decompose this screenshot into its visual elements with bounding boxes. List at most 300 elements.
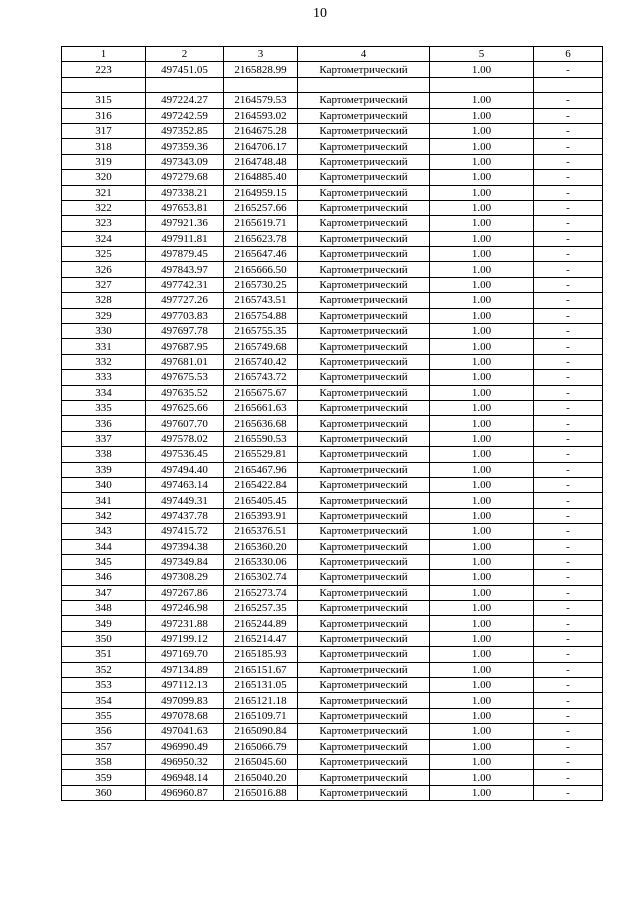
table-row [62, 601, 603, 616]
note-cell: - [534, 616, 603, 631]
y-coordinate-cell: 2165675.67 [224, 385, 298, 400]
x-coordinate-cell: 497352.85 [146, 123, 224, 138]
y-coordinate-cell: 2165755.35 [224, 324, 298, 339]
method-cell: Картометрический [298, 262, 430, 277]
x-coordinate-cell: 497169.70 [146, 647, 224, 662]
note-cell: - [534, 400, 603, 415]
point-number-cell: 337 [62, 431, 146, 446]
y-coordinate-cell: 2165244.89 [224, 616, 298, 631]
point-number-cell: 346 [62, 570, 146, 585]
method-cell: Картометрический [298, 370, 430, 385]
y-coordinate-cell: 2165828.99 [224, 62, 298, 77]
accuracy-cell: 1.00 [430, 262, 534, 277]
x-coordinate-cell: 497578.02 [146, 431, 224, 446]
x-coordinate-cell: 497349.84 [146, 554, 224, 569]
point-number-cell: 348 [62, 601, 146, 616]
note-cell: - [534, 308, 603, 323]
x-coordinate-cell: 497224.27 [146, 93, 224, 108]
accuracy-cell: 1.00 [430, 539, 534, 554]
point-number-cell: 334 [62, 385, 146, 400]
point-number-cell: 321 [62, 185, 146, 200]
method-cell: Картометрический [298, 185, 430, 200]
y-coordinate-cell: 2165151.67 [224, 662, 298, 677]
method-cell: Картометрический [298, 616, 430, 631]
method-cell: Картометрический [298, 631, 430, 646]
table-row [62, 431, 603, 446]
y-coordinate-cell: 2165754.88 [224, 308, 298, 323]
note-cell: - [534, 708, 603, 723]
x-coordinate-cell: 496960.87 [146, 785, 224, 800]
column-header: 5 [430, 47, 534, 62]
table-row [62, 708, 603, 723]
x-coordinate-cell: 497394.38 [146, 539, 224, 554]
y-coordinate-cell: 2165467.96 [224, 462, 298, 477]
x-coordinate-cell: 496990.49 [146, 739, 224, 754]
method-cell: Картометрический [298, 601, 430, 616]
table-row [62, 416, 603, 431]
point-number-cell: 344 [62, 539, 146, 554]
accuracy-cell: 1.00 [430, 785, 534, 800]
table-row [62, 539, 603, 554]
y-coordinate-cell: 2165376.51 [224, 524, 298, 539]
y-coordinate-cell: 2165623.78 [224, 231, 298, 246]
x-coordinate-cell: 497359.36 [146, 139, 224, 154]
accuracy-cell: 1.00 [430, 462, 534, 477]
accuracy-cell: 1.00 [430, 400, 534, 415]
method-cell: Картометрический [298, 693, 430, 708]
x-coordinate-cell: 497653.81 [146, 200, 224, 215]
x-coordinate-cell: 497635.52 [146, 385, 224, 400]
x-coordinate-cell: 497415.72 [146, 524, 224, 539]
point-number-cell: 319 [62, 154, 146, 169]
table-row [62, 123, 603, 138]
method-cell: Картометрический [298, 554, 430, 569]
point-number-cell: 360 [62, 785, 146, 800]
accuracy-cell: 1.00 [430, 354, 534, 369]
point-number-cell: 330 [62, 324, 146, 339]
y-coordinate-cell: 2165636.68 [224, 416, 298, 431]
point-number-cell: 316 [62, 108, 146, 123]
accuracy-cell: 1.00 [430, 447, 534, 462]
note-cell: - [534, 385, 603, 400]
table-row [62, 554, 603, 569]
table-row [62, 462, 603, 477]
y-coordinate-cell: 2165302.74 [224, 570, 298, 585]
note-cell: - [534, 416, 603, 431]
point-number-cell: 345 [62, 554, 146, 569]
point-number-cell: 323 [62, 216, 146, 231]
note-cell: - [534, 447, 603, 462]
y-coordinate-cell: 2165422.84 [224, 477, 298, 492]
method-cell: Картометрический [298, 123, 430, 138]
x-coordinate-cell: 497338.21 [146, 185, 224, 200]
method-cell: Картометрический [298, 708, 430, 723]
y-coordinate-cell: 2165090.84 [224, 724, 298, 739]
method-cell: Картометрический [298, 724, 430, 739]
y-coordinate-cell [224, 77, 298, 92]
note-cell: - [534, 277, 603, 292]
point-number-cell: 357 [62, 739, 146, 754]
table-row [62, 231, 603, 246]
point-number-cell: 336 [62, 416, 146, 431]
x-coordinate-cell: 497742.31 [146, 277, 224, 292]
note-cell: - [534, 339, 603, 354]
accuracy-cell: 1.00 [430, 108, 534, 123]
y-coordinate-cell: 2164748.48 [224, 154, 298, 169]
x-coordinate-cell: 497246.98 [146, 601, 224, 616]
point-number-cell: 315 [62, 93, 146, 108]
accuracy-cell: 1.00 [430, 185, 534, 200]
point-number-cell: 338 [62, 447, 146, 462]
note-cell: - [534, 739, 603, 754]
method-cell: Картометрический [298, 785, 430, 800]
method-cell: Картометрический [298, 477, 430, 492]
table-row [62, 647, 603, 662]
accuracy-cell: 1.00 [430, 154, 534, 169]
column-header: 4 [298, 47, 430, 62]
y-coordinate-cell: 2165109.71 [224, 708, 298, 723]
y-coordinate-cell: 2165743.72 [224, 370, 298, 385]
note-cell [534, 77, 603, 92]
x-coordinate-cell: 497697.78 [146, 324, 224, 339]
note-cell: - [534, 247, 603, 262]
method-cell: Картометрический [298, 277, 430, 292]
table-row [62, 262, 603, 277]
point-number-cell: 352 [62, 662, 146, 677]
page-number: 10 [313, 6, 327, 21]
x-coordinate-cell: 497078.68 [146, 708, 224, 723]
method-cell: Картометрический [298, 293, 430, 308]
method-cell: Картометрический [298, 62, 430, 77]
table-row [62, 108, 603, 123]
x-coordinate-cell: 497199.12 [146, 631, 224, 646]
table-row [62, 524, 603, 539]
note-cell: - [534, 154, 603, 169]
accuracy-cell: 1.00 [430, 277, 534, 292]
y-coordinate-cell: 2165661.63 [224, 400, 298, 415]
coordinates-table-body [62, 47, 603, 801]
x-coordinate-cell: 497843.97 [146, 262, 224, 277]
x-coordinate-cell: 497343.09 [146, 154, 224, 169]
point-number-cell: 325 [62, 247, 146, 262]
table-row [62, 585, 603, 600]
accuracy-cell: 1.00 [430, 739, 534, 754]
note-cell: - [534, 62, 603, 77]
method-cell: Картометрический [298, 431, 430, 446]
x-coordinate-cell: 497437.78 [146, 508, 224, 523]
table-row [62, 308, 603, 323]
accuracy-cell: 1.00 [430, 662, 534, 677]
y-coordinate-cell: 2164593.02 [224, 108, 298, 123]
accuracy-cell: 1.00 [430, 231, 534, 246]
note-cell: - [534, 662, 603, 677]
y-coordinate-cell: 2164579.53 [224, 93, 298, 108]
point-number-cell: 351 [62, 647, 146, 662]
table-row [62, 400, 603, 415]
table-row [62, 570, 603, 585]
point-number-cell: 320 [62, 170, 146, 185]
method-cell: Картометрический [298, 739, 430, 754]
x-coordinate-cell: 497921.36 [146, 216, 224, 231]
accuracy-cell: 1.00 [430, 339, 534, 354]
y-coordinate-cell: 2165749.68 [224, 339, 298, 354]
point-number-cell: 327 [62, 277, 146, 292]
note-cell: - [534, 231, 603, 246]
method-cell: Картометрический [298, 324, 430, 339]
table-row [62, 493, 603, 508]
accuracy-cell: 1.00 [430, 324, 534, 339]
point-number-cell: 322 [62, 200, 146, 215]
point-number-cell: 326 [62, 262, 146, 277]
y-coordinate-cell: 2164959.15 [224, 185, 298, 200]
method-cell: Картометрический [298, 493, 430, 508]
x-coordinate-cell: 497727.26 [146, 293, 224, 308]
point-number-cell: 223 [62, 62, 146, 77]
point-number-cell: 342 [62, 508, 146, 523]
accuracy-cell: 1.00 [430, 170, 534, 185]
x-coordinate-cell: 497703.83 [146, 308, 224, 323]
column-header: 3 [224, 47, 298, 62]
point-number-cell: 328 [62, 293, 146, 308]
note-cell: - [534, 123, 603, 138]
table-row [62, 785, 603, 800]
x-coordinate-cell: 497625.66 [146, 400, 224, 415]
note-cell: - [534, 585, 603, 600]
point-number-cell: 353 [62, 678, 146, 693]
point-number-cell: 343 [62, 524, 146, 539]
method-cell [298, 77, 430, 92]
note-cell: - [534, 354, 603, 369]
note-cell: - [534, 185, 603, 200]
y-coordinate-cell: 2165647.46 [224, 247, 298, 262]
accuracy-cell: 1.00 [430, 370, 534, 385]
method-cell: Картометрический [298, 462, 430, 477]
y-coordinate-cell: 2165257.35 [224, 601, 298, 616]
x-coordinate-cell: 497463.14 [146, 477, 224, 492]
accuracy-cell: 1.00 [430, 216, 534, 231]
y-coordinate-cell: 2165330.06 [224, 554, 298, 569]
method-cell: Картометрический [298, 585, 430, 600]
accuracy-cell: 1.00 [430, 385, 534, 400]
table-header-row [62, 47, 603, 62]
accuracy-cell: 1.00 [430, 477, 534, 492]
table-row [62, 662, 603, 677]
note-cell: - [534, 477, 603, 492]
method-cell: Картометрический [298, 108, 430, 123]
y-coordinate-cell: 2165273.74 [224, 585, 298, 600]
note-cell: - [534, 647, 603, 662]
point-number-cell: 329 [62, 308, 146, 323]
accuracy-cell: 1.00 [430, 62, 534, 77]
y-coordinate-cell: 2165185.93 [224, 647, 298, 662]
method-cell: Картометрический [298, 400, 430, 415]
y-coordinate-cell: 2165619.71 [224, 216, 298, 231]
note-cell: - [534, 754, 603, 769]
note-cell: - [534, 324, 603, 339]
y-coordinate-cell: 2165590.53 [224, 431, 298, 446]
note-cell: - [534, 170, 603, 185]
x-coordinate-cell: 496950.32 [146, 754, 224, 769]
accuracy-cell: 1.00 [430, 754, 534, 769]
note-cell: - [534, 631, 603, 646]
accuracy-cell: 1.00 [430, 554, 534, 569]
x-coordinate-cell: 497687.95 [146, 339, 224, 354]
point-number-cell: 333 [62, 370, 146, 385]
accuracy-cell: 1.00 [430, 616, 534, 631]
table-row [62, 370, 603, 385]
table-row [62, 93, 603, 108]
x-coordinate-cell [146, 77, 224, 92]
method-cell: Картометрический [298, 154, 430, 169]
accuracy-cell: 1.00 [430, 631, 534, 646]
point-number-cell: 347 [62, 585, 146, 600]
table-row [62, 170, 603, 185]
y-coordinate-cell: 2165045.60 [224, 754, 298, 769]
accuracy-cell: 1.00 [430, 293, 534, 308]
accuracy-cell: 1.00 [430, 708, 534, 723]
y-coordinate-cell: 2165131.05 [224, 678, 298, 693]
method-cell: Картометрический [298, 200, 430, 215]
note-cell: - [534, 462, 603, 477]
x-coordinate-cell: 497112.13 [146, 678, 224, 693]
column-header: 6 [534, 47, 603, 62]
point-number-cell: 317 [62, 123, 146, 138]
method-cell: Картометрический [298, 539, 430, 554]
note-cell: - [534, 785, 603, 800]
note-cell: - [534, 770, 603, 785]
method-cell: Картометрический [298, 385, 430, 400]
y-coordinate-cell: 2165405.45 [224, 493, 298, 508]
x-coordinate-cell: 497449.31 [146, 493, 224, 508]
point-number-cell: 339 [62, 462, 146, 477]
table-row [62, 339, 603, 354]
table-row [62, 385, 603, 400]
y-coordinate-cell: 2165740.42 [224, 354, 298, 369]
x-coordinate-cell: 497231.88 [146, 616, 224, 631]
point-number-cell: 340 [62, 477, 146, 492]
x-coordinate-cell: 497041.63 [146, 724, 224, 739]
x-coordinate-cell: 497308.29 [146, 570, 224, 585]
accuracy-cell: 1.00 [430, 678, 534, 693]
point-number-cell: 359 [62, 770, 146, 785]
method-cell: Картометрический [298, 231, 430, 246]
accuracy-cell [430, 77, 534, 92]
y-coordinate-cell: 2165666.50 [224, 262, 298, 277]
method-cell: Картометрический [298, 354, 430, 369]
x-coordinate-cell: 497494.40 [146, 462, 224, 477]
table-row [62, 693, 603, 708]
column-header: 2 [146, 47, 224, 62]
note-cell: - [534, 431, 603, 446]
note-cell: - [534, 508, 603, 523]
point-number-cell: 349 [62, 616, 146, 631]
method-cell: Картометрический [298, 216, 430, 231]
y-coordinate-cell: 2165743.51 [224, 293, 298, 308]
accuracy-cell: 1.00 [430, 200, 534, 215]
accuracy-cell: 1.00 [430, 724, 534, 739]
x-coordinate-cell: 497279.68 [146, 170, 224, 185]
accuracy-cell: 1.00 [430, 508, 534, 523]
method-cell: Картометрический [298, 93, 430, 108]
method-cell: Картометрический [298, 308, 430, 323]
accuracy-cell: 1.00 [430, 524, 534, 539]
point-number-cell: 331 [62, 339, 146, 354]
accuracy-cell: 1.00 [430, 647, 534, 662]
note-cell: - [534, 493, 603, 508]
note-cell: - [534, 524, 603, 539]
y-coordinate-cell: 2164706.17 [224, 139, 298, 154]
method-cell: Картометрический [298, 647, 430, 662]
table-row [62, 447, 603, 462]
point-number-cell: 324 [62, 231, 146, 246]
table-row [62, 724, 603, 739]
table-row [62, 770, 603, 785]
accuracy-cell: 1.00 [430, 431, 534, 446]
method-cell: Картометрический [298, 662, 430, 677]
x-coordinate-cell: 497536.45 [146, 447, 224, 462]
method-cell: Картометрический [298, 447, 430, 462]
method-cell: Картометрический [298, 139, 430, 154]
method-cell: Картометрический [298, 416, 430, 431]
table-row [62, 324, 603, 339]
table-row [62, 293, 603, 308]
accuracy-cell: 1.00 [430, 308, 534, 323]
table-row [62, 154, 603, 169]
y-coordinate-cell: 2165360.20 [224, 539, 298, 554]
y-coordinate-cell: 2165016.88 [224, 785, 298, 800]
method-cell: Картометрический [298, 570, 430, 585]
method-cell: Картометрический [298, 770, 430, 785]
table-row [62, 477, 603, 492]
table-row [62, 508, 603, 523]
point-number-cell: 355 [62, 708, 146, 723]
table-row [62, 277, 603, 292]
y-coordinate-cell: 2164885.40 [224, 170, 298, 185]
x-coordinate-cell: 497911.81 [146, 231, 224, 246]
point-number-cell: 335 [62, 400, 146, 415]
note-cell: - [534, 570, 603, 585]
accuracy-cell: 1.00 [430, 139, 534, 154]
note-cell: - [534, 293, 603, 308]
note-cell: - [534, 216, 603, 231]
x-coordinate-cell: 497134.89 [146, 662, 224, 677]
table-row [62, 739, 603, 754]
y-coordinate-cell: 2164675.28 [224, 123, 298, 138]
table-row [62, 62, 603, 77]
point-number-cell: 356 [62, 724, 146, 739]
table-row [62, 139, 603, 154]
y-coordinate-cell: 2165529.81 [224, 447, 298, 462]
note-cell: - [534, 678, 603, 693]
x-coordinate-cell: 496948.14 [146, 770, 224, 785]
note-cell: - [534, 554, 603, 569]
accuracy-cell: 1.00 [430, 585, 534, 600]
method-cell: Картометрический [298, 754, 430, 769]
note-cell: - [534, 601, 603, 616]
accuracy-cell: 1.00 [430, 570, 534, 585]
table-row [62, 77, 603, 92]
table-row [62, 200, 603, 215]
method-cell: Картометрический [298, 678, 430, 693]
x-coordinate-cell: 497675.53 [146, 370, 224, 385]
accuracy-cell: 1.00 [430, 93, 534, 108]
note-cell: - [534, 539, 603, 554]
y-coordinate-cell: 2165730.25 [224, 277, 298, 292]
x-coordinate-cell: 497607.70 [146, 416, 224, 431]
point-number-cell: 350 [62, 631, 146, 646]
x-coordinate-cell: 497267.86 [146, 585, 224, 600]
method-cell: Картометрический [298, 339, 430, 354]
